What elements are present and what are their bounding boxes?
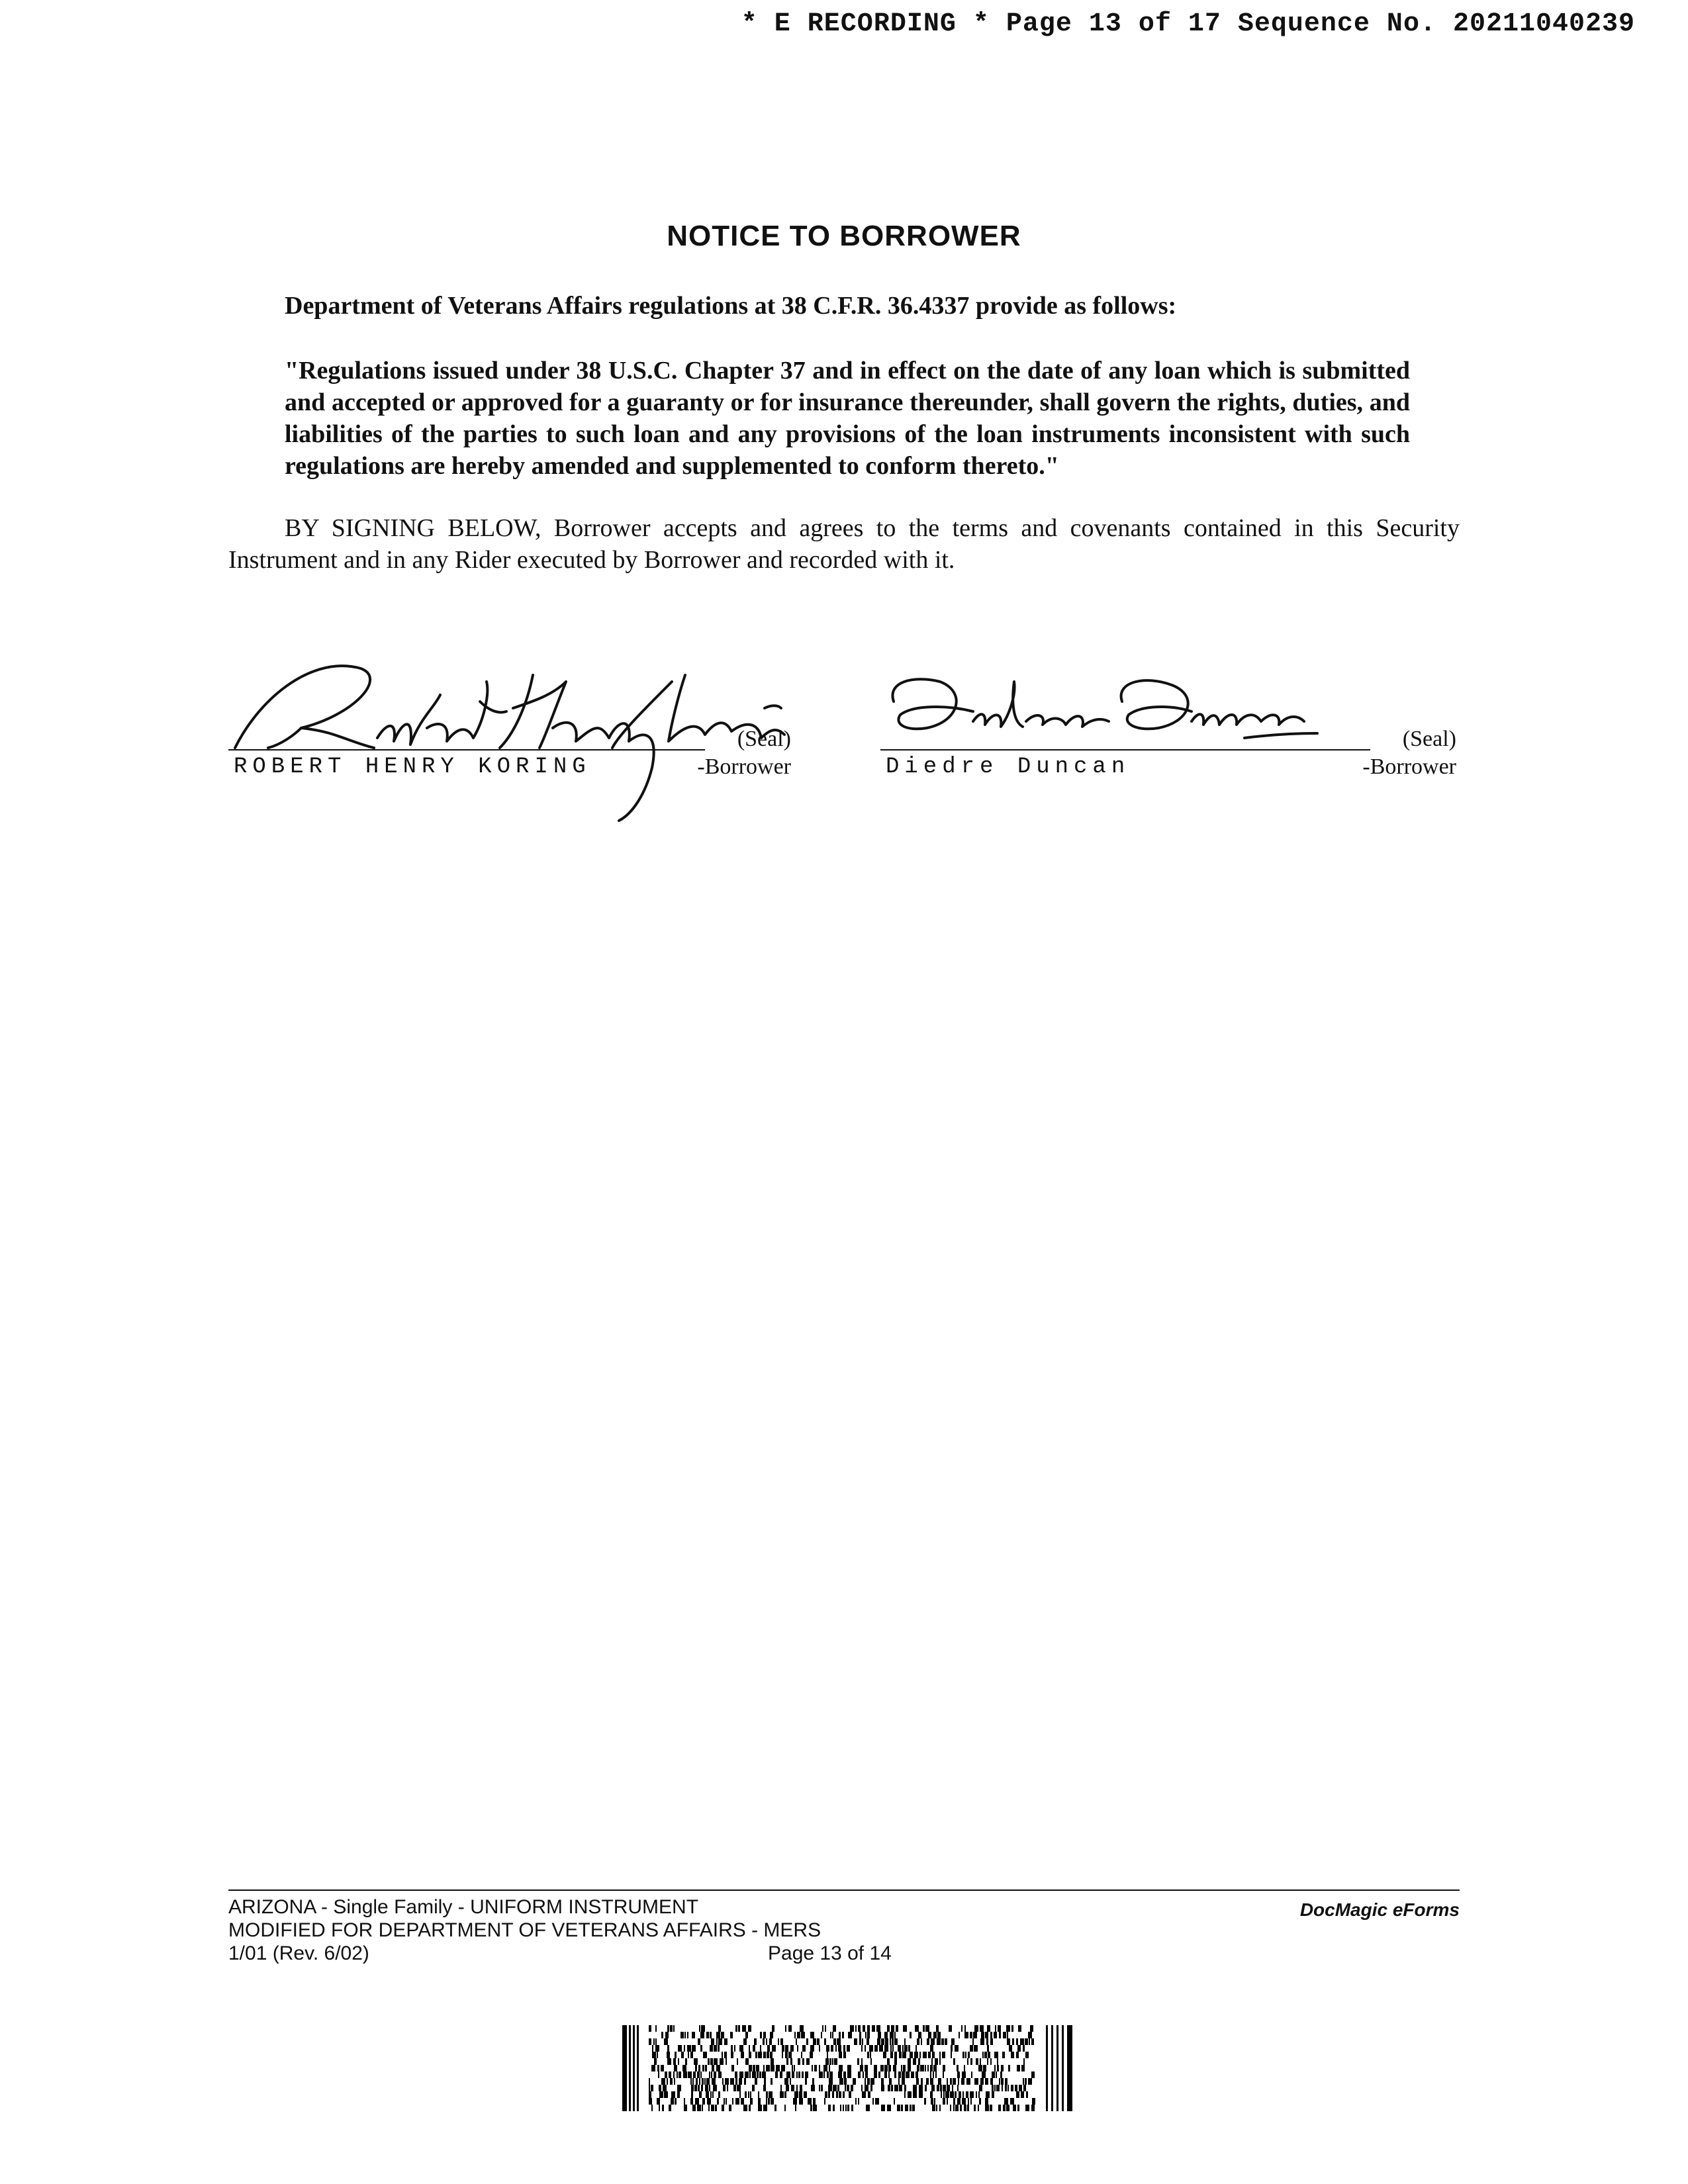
handwritten-signature-koring [222,655,804,827]
footer-form-revision: 1/01 (Rev. 6/02) [228,1942,369,1964]
signature-line [228,749,705,751]
barcode-icon [622,2025,1072,2111]
signer-role: -Borrower [1362,754,1456,779]
brand-eforms: eForms [1392,1899,1460,1920]
recording-stamp: * E RECORDING * Page 13 of 17 Sequence No. 20211040239 [741,9,1635,39]
footer-rule [228,1889,1460,1891]
regulation-intro: Department of Veterans Affairs regulations at 38 C.F.R. 36.4337 provide as follows: [285,292,1177,320]
footer-page-number: Page 13 of 14 [768,1942,892,1964]
signer-name: ROBERT HENRY KORING [234,754,591,780]
seal-label: (Seal) [1402,727,1456,751]
regulation-quote: "Regulations issued under 38 U.S.C. Chapter 37 and in effect on the date of any loan which is submitted and accepted or approved for a guaranty or for insurance thereunder, shall govern the rights, duties, and liabilities of the parties to such loan and any provisions of the loan instruments inconsistent with such regulations are hereby amended and supplemented to conform thereto." [285,357,1410,480]
signer-role: -Borrower [697,754,791,779]
signature-block-borrower-1 [228,662,791,807]
seal-label: (Seal) [737,727,791,751]
signature-block-borrower-2 [880,662,1456,807]
signature-line [880,749,1370,751]
footer-form-title: ARIZONA - Single Family - UNIFORM INSTRUMENT [228,1896,699,1918]
footer-form-subtitle: MODIFIED FOR DEPARTMENT OF VETERANS AFFAIRS - MERS [228,1919,821,1941]
docmagic-logo [1300,1899,1460,1921]
page-title: NOTICE TO BORROWER [667,220,1021,252]
agreement-paragraph: BY SIGNING BELOW, Borrower accepts and agrees to the terms and covenants contained in this Security Instrument and in any Rider executed by Borrower and recorded with it. [228,514,1460,574]
brand-docmagic: DocMagic [1299,1899,1388,1920]
signer-name: Diedre Duncan [886,754,1131,780]
